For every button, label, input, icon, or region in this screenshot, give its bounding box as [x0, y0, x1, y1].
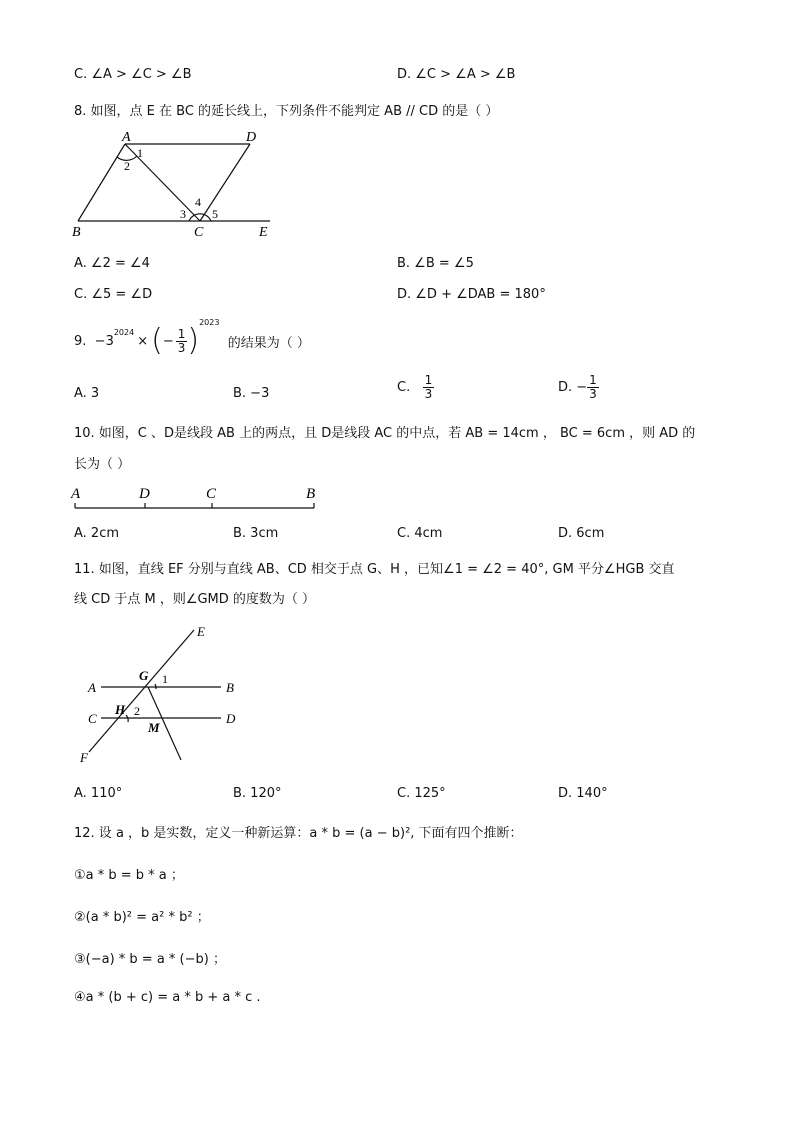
q9-paren-left: ( — [151, 323, 163, 358]
q8-option-c: C. ∠5 = ∠D — [74, 287, 153, 302]
q9-option-d-den: 3 — [589, 386, 597, 401]
q12-statement-1: ①a * b = b * a ； — [74, 868, 184, 883]
q11-label-e: E — [197, 624, 205, 639]
q11-label-h: H — [115, 702, 126, 717]
q8-label-a: A — [122, 130, 131, 145]
q9-number: 9. — [74, 333, 87, 349]
q11-angle-2: 2 — [134, 704, 140, 718]
q11-label-b: B — [226, 680, 234, 695]
q8-label-d: D — [246, 130, 257, 145]
q8-label-b: B — [72, 225, 81, 240]
q10-label-d: D — [139, 486, 150, 502]
q11-label-d: D — [226, 711, 236, 726]
q9-option-c-num: 1 — [424, 373, 433, 387]
q12-statement-4: ④a * (b + c) = a * b + a * c . — [74, 990, 261, 1005]
q11-stem-line1: 11. 如图，直线 EF 分别与直线 AB、CD 相交于点 G、H ，已知∠1 = ∠2 = 40°, GM 平分∠HGB 交直 — [74, 562, 675, 577]
q10-stem-line2: 长为（ ） — [74, 457, 131, 472]
q9-stem — [74, 318, 310, 364]
q8-option-b: B. ∠B = ∠5 — [397, 256, 474, 271]
q9-fraction — [176, 328, 188, 354]
q9-exp2: 2023 — [199, 318, 220, 327]
q11-angle-1: 1 — [162, 672, 168, 686]
q9-suffix: 的结果为（ ） — [227, 335, 310, 351]
q8-line-ab — [78, 144, 125, 221]
q8-label-e: E — [259, 225, 268, 240]
q8-option-a: A. ∠2 = ∠4 — [74, 256, 150, 271]
q10-stem-line1: 10. 如图，C 、D是线段 AB 上的两点，且 D是线段 AC 的中点，若 AB = 14cm ， BC = 6cm ，则 AD 的 — [74, 426, 696, 441]
q9-option-c-label: C. — [397, 379, 411, 395]
q11-option-d: D. 140° — [558, 786, 608, 801]
q9-frac-den: 3 — [177, 340, 186, 355]
q9-times: × — [137, 333, 149, 349]
q10-label-c: C — [206, 486, 217, 502]
q10-label-b: B — [306, 486, 316, 502]
q8-figure — [70, 128, 280, 240]
q11-label-m: M — [148, 720, 160, 735]
q12-statement-2: ②(a * b)² = a² * b² ； — [74, 910, 210, 925]
q9-option-d-fraction — [587, 374, 599, 400]
q7-option-c: C. ∠A > ∠C > ∠B — [74, 67, 192, 82]
q9-paren-right: ) — [187, 323, 200, 358]
q11-option-b: B. 120° — [233, 786, 282, 801]
q11-label-a: A — [88, 680, 96, 695]
q9-option-c — [397, 374, 434, 400]
q9-frac-num: 1 — [177, 326, 186, 341]
q7-option-d: D. ∠C > ∠A > ∠B — [397, 67, 516, 82]
q9-exp1: 2024 — [113, 328, 135, 337]
q11-label-g: G — [139, 668, 149, 683]
q10-option-b: B. 3cm — [233, 526, 279, 541]
q10-option-d: D. 6cm — [558, 526, 605, 541]
q11-label-c: C — [88, 711, 97, 726]
q8-label-c: C — [194, 225, 204, 240]
q8-angle-2: 2 — [124, 159, 130, 173]
q12-statement-3: ③(−a) * b = a * (−b) ； — [74, 952, 226, 967]
q9-option-d-label: D. − — [558, 379, 588, 395]
q9-option-d-num: 1 — [589, 373, 597, 387]
q9-option-a: A. 3 — [74, 386, 100, 401]
q10-option-a: A. 2cm — [74, 526, 120, 541]
q11-stem-line2: 线 CD 于点 M ，则∠GMD 的度数为（ ） — [74, 592, 316, 607]
q10-label-a: A — [71, 486, 81, 502]
q8-option-d: D. ∠D + ∠DAB = 180° — [397, 287, 546, 302]
q9-base: −3 — [94, 333, 114, 349]
q11-line-ef — [89, 630, 194, 752]
q8-angle-1: 1 — [137, 146, 143, 160]
q9-option-b: B. −3 — [233, 386, 270, 401]
q10-figure — [70, 482, 330, 516]
q11-option-c: C. 125° — [397, 786, 446, 801]
q10-option-c: C. 4cm — [397, 526, 443, 541]
q11-option-a: A. 110° — [74, 786, 123, 801]
q8-angle-4: 4 — [195, 195, 201, 209]
q8-angle-5: 5 — [212, 207, 218, 221]
q9-option-d — [558, 374, 599, 400]
q11-figure — [76, 622, 256, 770]
q12-stem: 12. 设 a ，b 是实数，定义一种新运算：a * b = (a − b)², 下面有四个推断： — [74, 826, 523, 841]
q9-option-c-den: 3 — [424, 386, 433, 401]
q8-line-cd — [200, 144, 250, 221]
q9-option-c-fraction — [423, 374, 435, 400]
q8-stem: 8. 如图，点 E 在 BC 的延长线上，下列条件不能判定 AB // CD 的是（ ） — [74, 104, 499, 119]
q9-minus: − — [162, 333, 174, 349]
q11-label-f: F — [80, 750, 88, 765]
q8-angle-3: 3 — [180, 207, 186, 221]
